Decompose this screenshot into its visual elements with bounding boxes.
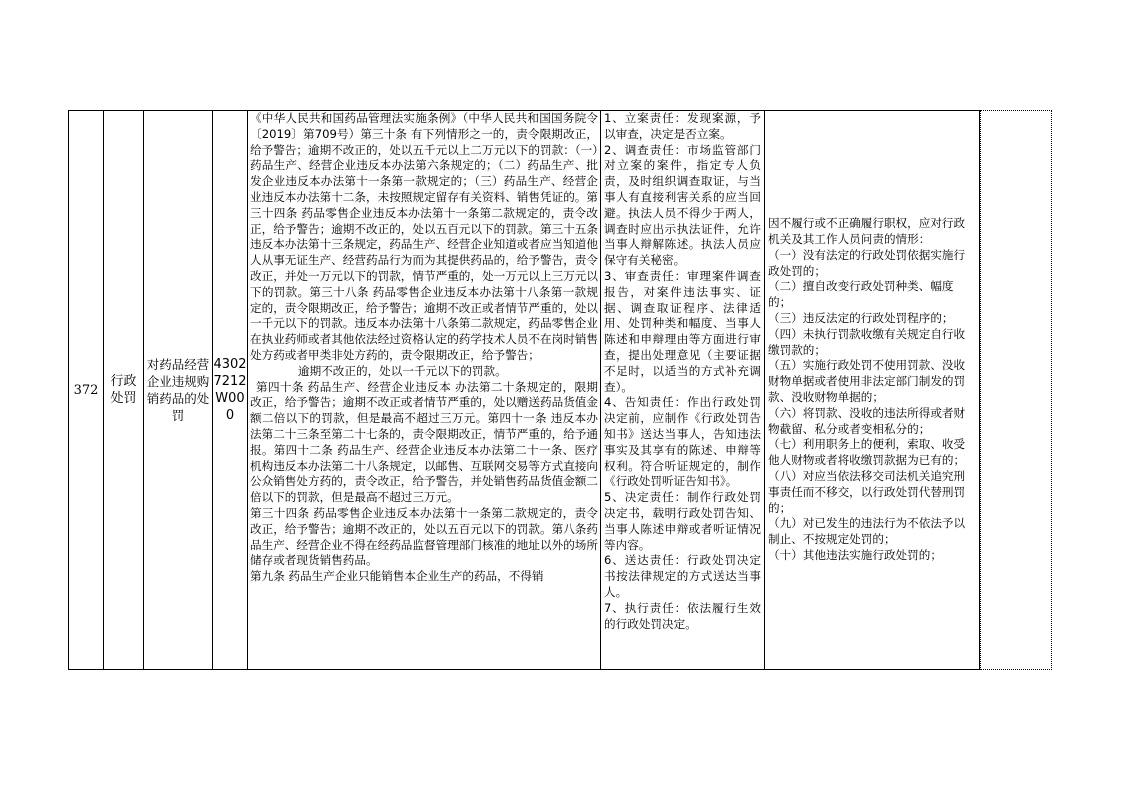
accountability-item: （四）未执行罚款收缴有关规定自行收缴罚款的； (768, 326, 966, 357)
row-number: 372 (73, 382, 99, 398)
legal-basis-text (248, 111, 600, 585)
responsibility-item: 5、决定责任：制作行政处罚决定书，载明行政处罚告知、当事人陈述申辩或者听证情况等内容。 (604, 490, 761, 552)
cell-responsibilities (601, 111, 765, 669)
accountability-item: （五）实施行政处罚不使用罚款、没收财物单据或者使用非法定部门制发的罚款、没收财物单据的； (768, 358, 966, 404)
table (68, 110, 980, 670)
accountability-item: 因不履行或不正确履行职权，应对行政机关及其工作人员问责的情形： (768, 216, 966, 247)
accountability-item: （三）违反法定的行政处罚程序的； (768, 311, 954, 326)
responsibilities-text (601, 111, 764, 632)
item-code: 43027212W000 (213, 357, 247, 423)
responsibility-item: 1、立案责任：发现案源，予以审查，决定是否立案。 (604, 111, 761, 141)
responsibility-item: 6、送达责任：行政处罚决定书按法律规定的方式送达当事人。 (604, 553, 761, 599)
responsibility-item: 3、审查责任：审理案件调查报告，对案件违法事实、证据、调查取证程序、法律适用、处罚种类和幅度、当事人陈述和申辩理由等方面进行审查，提出处理意见（主要证据不足时，以适当的方式补充调查）。 (604, 268, 761, 394)
cell-category (104, 111, 144, 669)
basis-paragraph: 第三十四条 药品零售企业违反本办法第十一条第二款规定的，责令改正，给予警告；逾期不改正的，处以五百元以下的罚款。第八条药品生产、经营企业不得在经药品监督管理部门核准的地址以外的场所储存或者现货销售药品。 (250, 505, 598, 568)
item-name-text: 对药品经营企业违规购销药品的处罚 (146, 357, 210, 423)
cell-accountability (765, 111, 978, 669)
basis-paragraph: 逾期不改正的，处以一千元以下的罚款。 (298, 363, 507, 378)
cell-code (213, 111, 248, 669)
basis-paragraph: 第九条 药品生产企业只能销售本企业生产的药品，不得销 (250, 569, 544, 584)
basis-paragraph: 《中华人民共和国药品管理法实施条例》（中华人民共和国国务院令〔2019〕第709号）第三十条 有下列情形之一的，责令限期改正，给予警告；逾期不改正的，处以五千元以上二万元以下的罚款：（一）药品生产、经营企业违反本办法第六条规定的；（二）药品生产、批发企业违反本办法第十一条第一款规定的；（三）药品生产、经营企业违反本办法第十二条，未按照规定留存有关资料、销售凭证的。第三十四条 药品零售企业违反本办法第十一条第二款规定的，责令改正，给予警告；逾期不改正的，处以五百元以下的罚款。第三十五条 违反本办法第十三条规定，药品生产、经营企业知道或者应当知道他人从事无证生产、经营药品行为而为其提供药品的，给予警告，责令改正，并处一万元以下的罚款，情节严重的，处一万元以上三万元以下的罚款。第三十八条 药品零售企业违反本办法第十八条第一款规定的，责令限期改正，给予警告；逾期不改正或者情节严重的，处以一千元以下的罚款。违反本办法第十八条第二款规定，药品零售企业在执业药师或者其他依法经过资格认定的药学技术人员不在岗时销售处方药或者甲类非处方药的，责令限期改正，给予警告； (250, 111, 599, 362)
category-text: 行政处罚 (110, 374, 137, 406)
cell-item-name (144, 111, 213, 669)
cell-row-number (69, 111, 104, 669)
accountability-item: （六）将罚款、没收的违法所得或者财物截留、私分或者变相私分的； (768, 405, 966, 436)
accountability-item: （八）对应当依法移交司法机关追究刑事责任而不移交，以行政处罚代替刑罚的； (768, 468, 966, 515)
accountability-item: （二）擅自改变行政处罚种类、幅度的； (768, 279, 954, 310)
accountability-item: （一）没有法定的行政处罚依据实施行政处罚的； (768, 247, 966, 278)
responsibility-item: 2、调查责任：市场监管部门对立案的案件，指定专人负责，及时组织调查取证，与当事人有直接利害关系的应当回避。执法人员不得少于两人，调查时应出示执法证件，允许当事人辩解陈述。执法人员应保守有关秘密。 (604, 142, 761, 268)
basis-paragraph: 第四十条 药品生产、经营企业违反本 办法第二十条规定的，限期改正，给予警告；逾期不改正或者情节严重的，处以赠送药品货值金额二倍以下的罚款，但是最高不超过三万元。第四十一条 违反本办法第二十三条至第二十七条的，责令限期改正，情节严重的，给予通报。第四十二条 药品生产、经营企业违反本办法第二十一条、医疗机构违反本办法第二十八条规定，以邮售、互联网交易等方式直接向公众销售处方药的，责令改正，给予警告，并处销售药品货值金额二倍以下的罚款，但是最高不超过三万元。 (250, 379, 599, 505)
accountability-item: （十）其他违法实施行政处罚的； (768, 547, 942, 562)
accountability-item: （九）对已发生的违法行为不依法予以制止、不按规定处罚的； (768, 516, 966, 547)
accountability-text (765, 111, 978, 669)
accountability-item: （七）利用职务上的便利，索取、收受他人财物或者将收缴罚款据为已有的； (768, 437, 966, 468)
responsibility-item: 4、告知责任：作出行政处罚决定前，应制作《行政处罚告知书》送达当事人，告知违法事实及其享有的陈述、申辩等权利。符合听证规定的，制作《行政处罚听证告知书》。 (604, 395, 761, 489)
responsibility-item: 7、执行责任：依法履行生效的行政处罚决定。 (604, 600, 761, 631)
cell-legal-basis (248, 111, 601, 669)
cell-remarks (980, 110, 1052, 670)
